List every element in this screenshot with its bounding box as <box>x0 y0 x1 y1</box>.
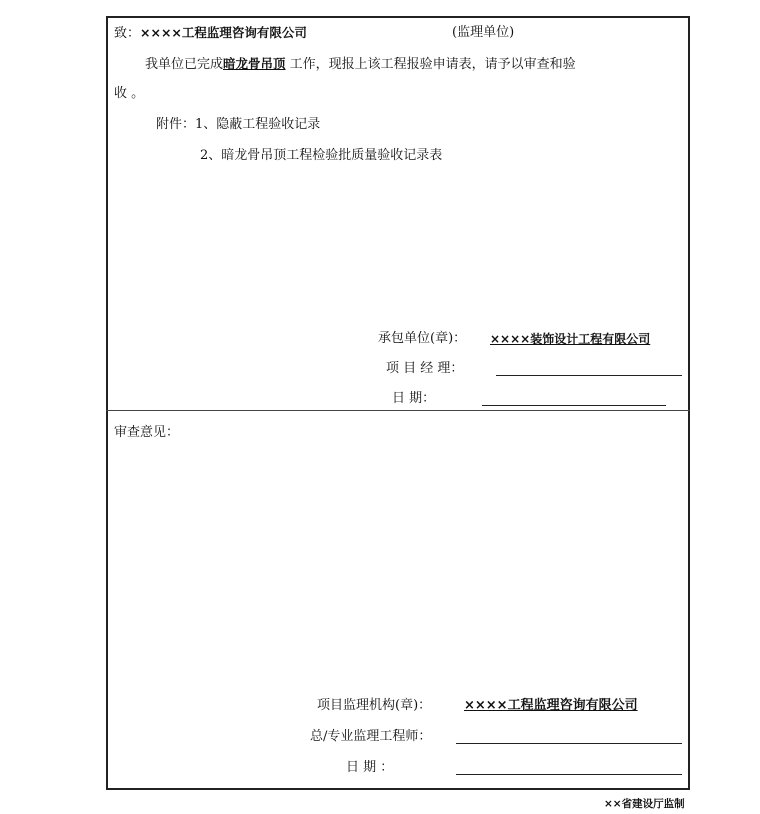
section-divider <box>106 410 690 411</box>
review-opinion-label: 审查意见： <box>114 425 180 440</box>
date-line-2 <box>456 774 682 775</box>
manager-label: 项 目 经 理： <box>386 361 464 376</box>
date-label-1: 日 期： <box>392 391 436 406</box>
addressee-company: ××××工程监理咨询有限公司 <box>140 25 307 40</box>
body-line-1-suffix: 工作，现报上该工程报验申请表，请予以审查和验 <box>289 57 576 72</box>
engineer-signature-line <box>456 743 682 744</box>
attachment-2: 2、暗龙骨吊顶工程检验批质量验收记录表 <box>200 148 443 163</box>
addressee-prefix: 致： <box>114 26 141 41</box>
addressee-line <box>114 25 307 42</box>
supervision-org-name: ××××工程监理咨询有限公司 <box>464 698 638 713</box>
date-label-2: 日 期 ： <box>346 760 394 775</box>
body-line-1 <box>145 56 576 73</box>
manager-signature-line <box>496 375 682 376</box>
contractor-name: ××××装饰设计工程有限公司 <box>490 332 651 346</box>
date-line-1 <box>482 405 666 406</box>
body-line-2: 收 。 <box>114 86 145 101</box>
contractor-label: 承包单位(章)： <box>378 331 467 346</box>
addressee-role: (监理单位) <box>452 25 515 40</box>
engineer-label: 总/专业监理工程师： <box>310 729 432 744</box>
work-name: 暗龙骨吊顶 <box>223 56 286 71</box>
supervision-org-label: 项目监理机构(章)： <box>317 698 432 713</box>
attachment-1: 附件：1、隐蔽工程验收记录 <box>156 117 321 132</box>
supervised-by-stamp: ××省建设厅监制 <box>604 798 685 810</box>
body-line-1-prefix: 我单位已完成 <box>145 57 224 72</box>
